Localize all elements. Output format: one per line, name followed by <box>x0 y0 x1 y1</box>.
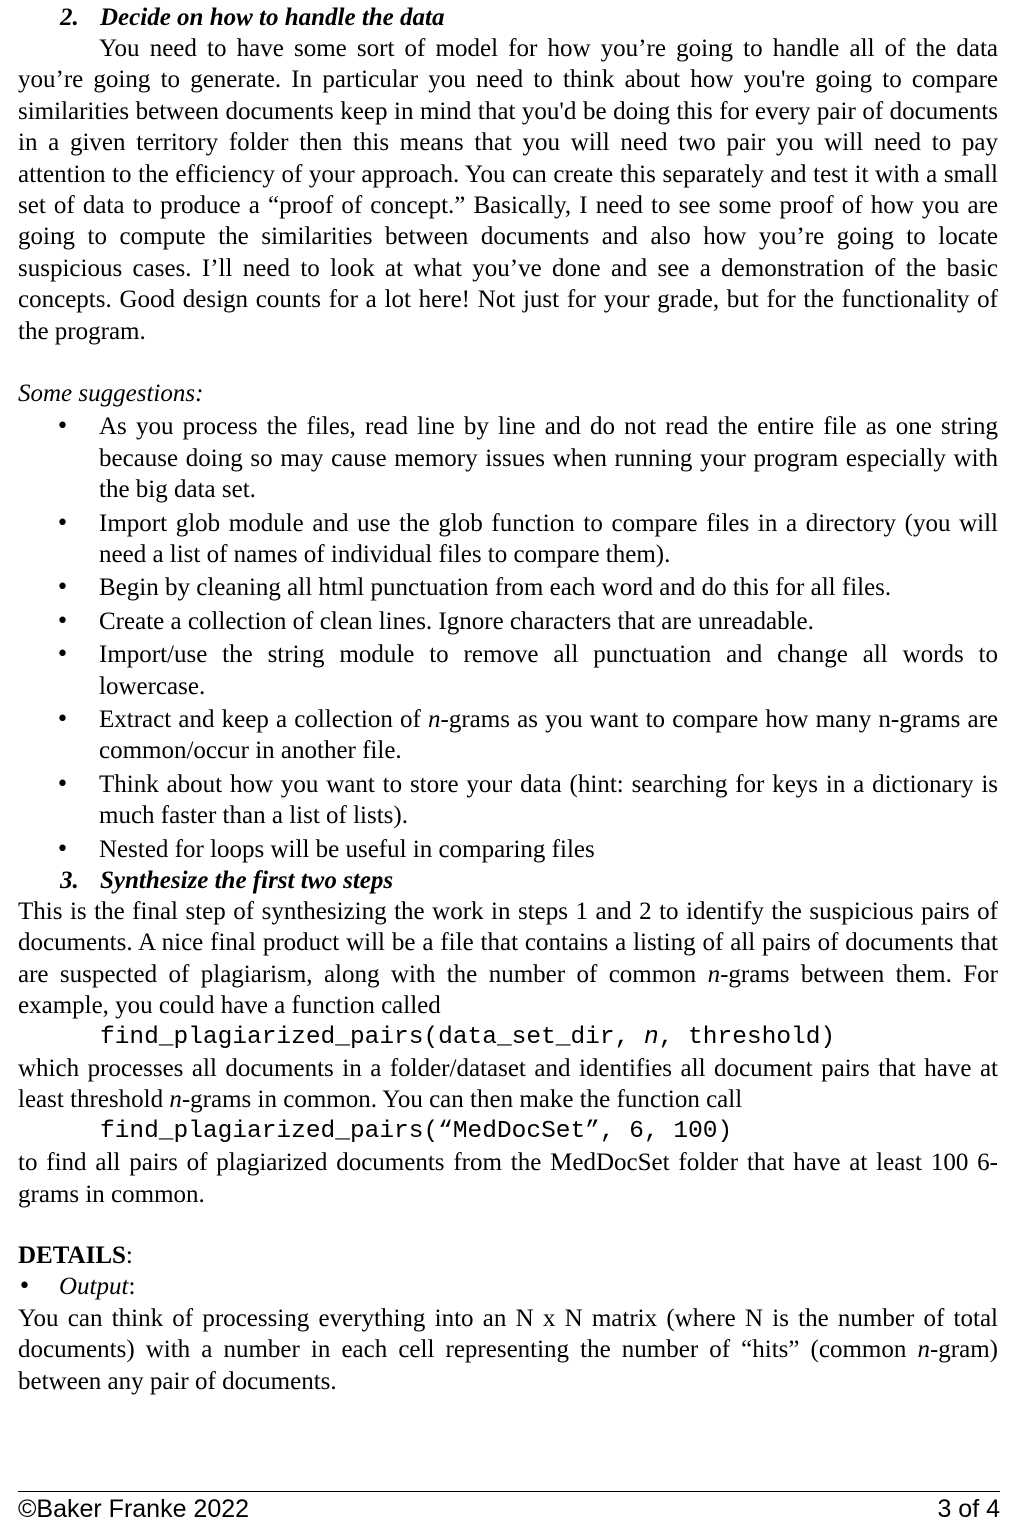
list-item: • Nested for loops will be useful in comparing files <box>18 834 998 865</box>
list-item-text: -grams as you want to compare how many n-grams are common/occur in another file. <box>99 706 998 765</box>
list-item: • As you process the files, read line by line and do not read the entire file as one string because doing so may cause memory issues when running your program especially with the big data set. <box>18 411 998 505</box>
list-item-text: Extract and keep a collection of <box>99 706 429 734</box>
section-3-number: 3. <box>60 867 79 894</box>
suggestions-list <box>18 411 998 865</box>
code-example-2: find_plagiarized_pairs(“MedDocSet”, 6, 100) <box>100 1117 733 1145</box>
footer-page-number: 3 of 4 <box>937 1495 1000 1523</box>
text-run: -grams between them. For example, you could have a function called <box>18 960 998 1020</box>
output-item <box>18 1271 998 1302</box>
section-2-heading <box>60 2 444 33</box>
section-3-heading <box>60 865 393 896</box>
section-3-title: Synthesize the first two steps <box>100 867 394 894</box>
n-italic: n <box>707 960 721 988</box>
list-item: • Import/use the string module to remove all punctuation and change all words to lowercase. <box>18 639 998 702</box>
list-item <box>18 704 998 767</box>
section-3-paragraph-2 <box>18 1053 998 1116</box>
section-3-body <box>18 896 998 1210</box>
footer-copyright: ©Baker Franke 2022 <box>18 1495 250 1523</box>
section-3-paragraph-1 <box>18 896 998 1022</box>
bullet-icon: • <box>18 1274 31 1300</box>
output-label: Output <box>59 1273 129 1301</box>
list-item: • Think about how you want to store your data (hint: searching for keys in a dictionary is much faster than a list of lists). <box>18 769 998 832</box>
section-2-paragraph: You need to have some sort of model for how you’re going to handle all of the data you’re going to generate. In particular you need to think about how you're going to compare similarities between documents keep in mind that you'd be doing this for every pair of documents in a given territory folder then this means that you will need two pair you will need to pay attention to the efficiency of your approach. You can create this separately and test it with a small set of data to produce a “proof of concept.” Basically, I need to see some proof of how you are going to compute the similarities between documents and also how you’re going to locate suspicious cases. I’ll need to look at what you’ve done and see a demonstration of the basic concepts. Good design counts for a lot here! Not just for your grade, but for the functionality of the program. <box>18 35 998 345</box>
output-colon: : <box>128 1273 136 1301</box>
details-colon: : <box>125 1242 133 1269</box>
details-heading <box>18 1240 998 1271</box>
text-run: -grams in common. You can then make the function call <box>181 1086 743 1114</box>
text-run: You can think of processing everything into an N x N matrix (where N is the number of total documents) with a number in each cell representing the number of “hits” (common <box>18 1304 998 1364</box>
details-paragraph <box>18 1303 998 1397</box>
text-run: This is the final step of synthesizing the work in steps 1 and 2 to identify the suspicious pairs of documents. A nice final product will be a file that contains a listing of all pairs of documents that are suspected of plagiarism, along with the number of common <box>18 898 998 988</box>
section-2-title: Decide on how to handle the data <box>100 4 445 31</box>
n-italic: n <box>169 1086 182 1114</box>
list-item: • Create a collection of clean lines. Ignore characters that are unreadable. <box>18 606 998 637</box>
details-title: DETAILS <box>18 1242 126 1269</box>
page-footer <box>18 1491 1000 1527</box>
code-n-italic: n <box>644 1023 659 1051</box>
code-run: find_plagiarized_pairs(data_set_dir, <box>100 1023 644 1051</box>
suggestions-section <box>18 378 998 865</box>
list-item: • Import glob module and use the glob function to compare files in a directory (you will need a list of names of individual files to compare them). <box>18 508 998 571</box>
n-italic: n <box>428 706 441 734</box>
section-2-number: 2. <box>60 4 79 31</box>
list-item: • Begin by cleaning all html punctuation from each word and do this for all files. <box>18 572 998 603</box>
text-run: which processes all documents in a folder/dataset and identifies all document pairs that have at least threshold <box>18 1055 998 1114</box>
details-section <box>18 1240 998 1397</box>
text-run: -gram) between any pair of documents. <box>18 1336 998 1395</box>
code-example-1 <box>18 1022 998 1053</box>
n-italic: n <box>917 1336 930 1364</box>
section-3-paragraph-3: to find all pairs of plagiarized documents from the MedDocSet folder that have at least 100 6-grams in common. <box>18 1149 998 1208</box>
suggestions-label: Some suggestions: <box>18 380 204 407</box>
code-run: , threshold) <box>658 1023 836 1051</box>
